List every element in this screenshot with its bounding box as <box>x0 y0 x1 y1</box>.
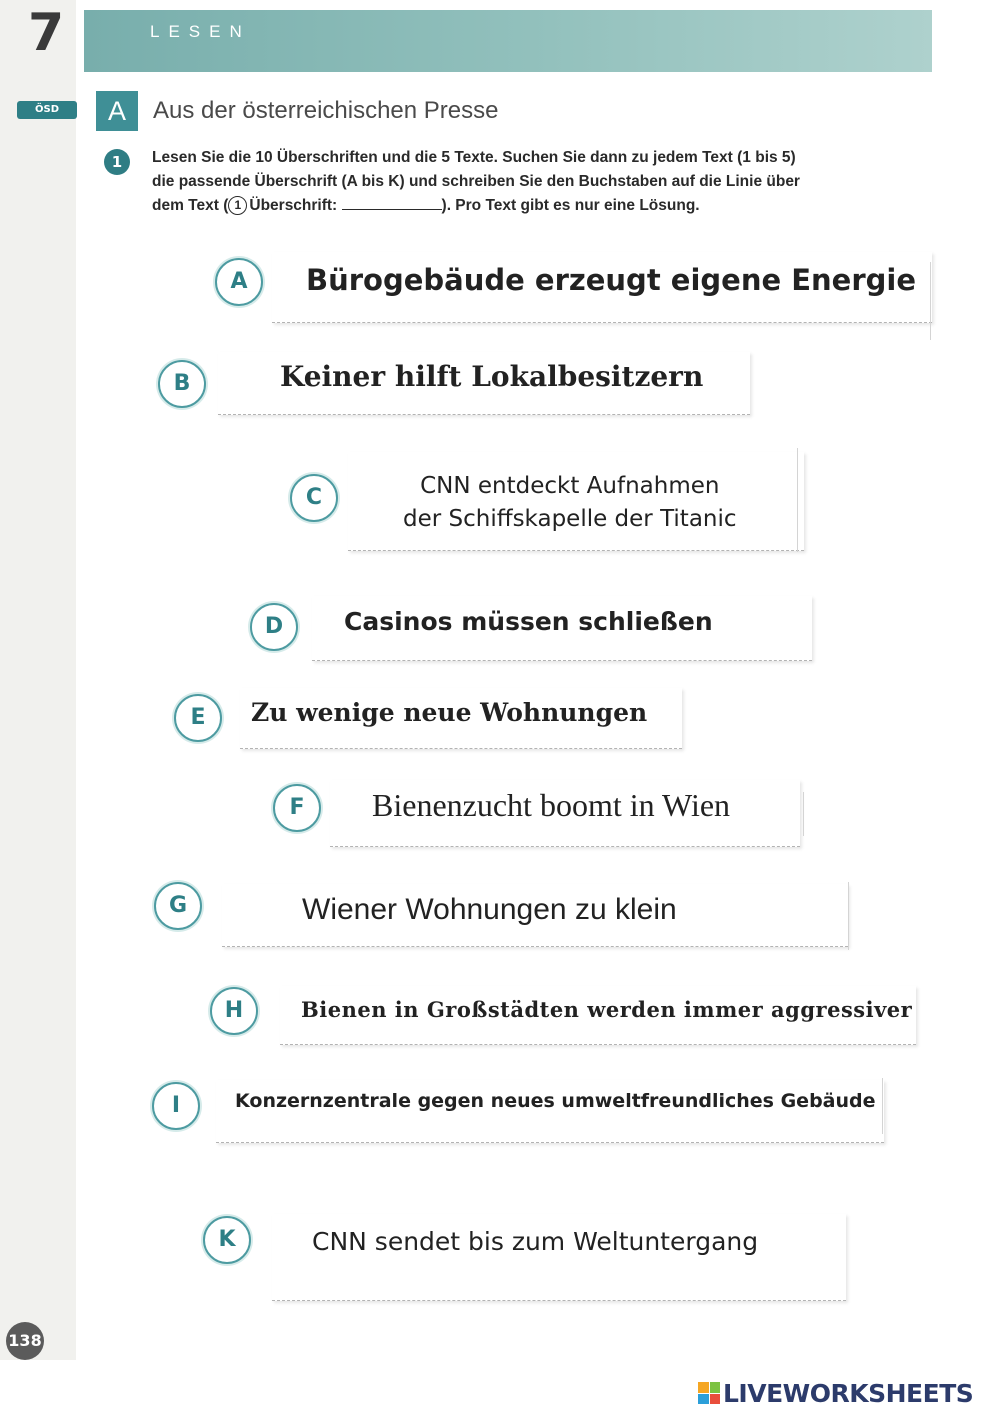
circled-number-marker: 1 <box>228 196 247 215</box>
headline-letter-circle: F <box>273 784 321 832</box>
instruction-text: dem Text ( <box>152 197 229 214</box>
task-number-badge: 1 <box>104 149 130 175</box>
headline-letter-circle: K <box>203 1216 251 1264</box>
headline-text: Bienenzucht boomt in Wien <box>372 787 731 823</box>
chapter-number: 7 <box>28 3 65 63</box>
headline-line: CNN entdeckt Aufnahmen <box>420 473 720 499</box>
task-instruction <box>152 146 932 218</box>
headline-text: Konzernzentrale gegen neues umweltfreundliches Gebäude <box>235 1090 876 1112</box>
page-margin-strip <box>0 0 76 1360</box>
logo-grid-icon <box>698 1382 720 1404</box>
page-number: 138 <box>6 1322 44 1360</box>
headline-text: Bürogebäude erzeugt eigene Energie <box>306 263 917 297</box>
headline-text: Zu wenige neue Wohnungen <box>251 698 648 727</box>
strip-edge <box>803 792 804 836</box>
strip-edge <box>797 448 798 552</box>
headline-letter-circle: I <box>152 1082 200 1130</box>
osd-badge: ÖSD <box>17 101 77 119</box>
liveworksheets-logo <box>698 1378 973 1408</box>
headline-text: Casinos müssen schließen <box>344 607 713 636</box>
headline-letter-circle: C <box>290 474 338 522</box>
headline-line: der Schiffskapelle der Titanic <box>403 506 737 532</box>
section-title: Aus der österreichischen Presse <box>153 97 499 124</box>
headline-text: Keiner hilft Lokalbesitzern <box>280 360 704 393</box>
headline-letter-circle: G <box>154 882 202 930</box>
headline-letter-circle: E <box>174 694 222 742</box>
headline-text <box>403 470 737 536</box>
strip-edge <box>930 262 931 340</box>
section-header-title: LESEN <box>150 22 251 41</box>
headline-letter-circle: A <box>215 258 263 306</box>
strip-edge <box>848 882 849 950</box>
instruction-text: Überschrift: <box>249 197 342 214</box>
headline-text: Bienen in Großstädten werden immer aggressiver <box>301 997 913 1022</box>
headline-text: CNN sendet bis zum Weltuntergang <box>312 1227 759 1256</box>
headline-letter-circle: H <box>210 987 258 1035</box>
strip-edge <box>882 1078 883 1134</box>
instruction-line <box>152 194 932 218</box>
headline-letter-circle: D <box>250 603 298 651</box>
logo-text: LIVEWORKSHEETS <box>723 1378 974 1408</box>
headline-text: Wiener Wohnungen zu klein <box>302 893 677 926</box>
instruction-line: die passende Überschrift (A bis K) und schreiben Sie den Buchstaben auf die Linie über <box>152 173 800 190</box>
instruction-line: Lesen Sie die 10 Überschriften und die 5 Texte. Suchen Sie dann zu jedem Text (1 bis 5) <box>152 149 796 166</box>
section-letter: A <box>96 91 138 131</box>
headline-letter-circle: B <box>158 360 206 408</box>
instruction-text: ). Pro Text gibt es nur eine Lösung. <box>441 197 700 214</box>
answer-blank-example <box>342 195 442 210</box>
